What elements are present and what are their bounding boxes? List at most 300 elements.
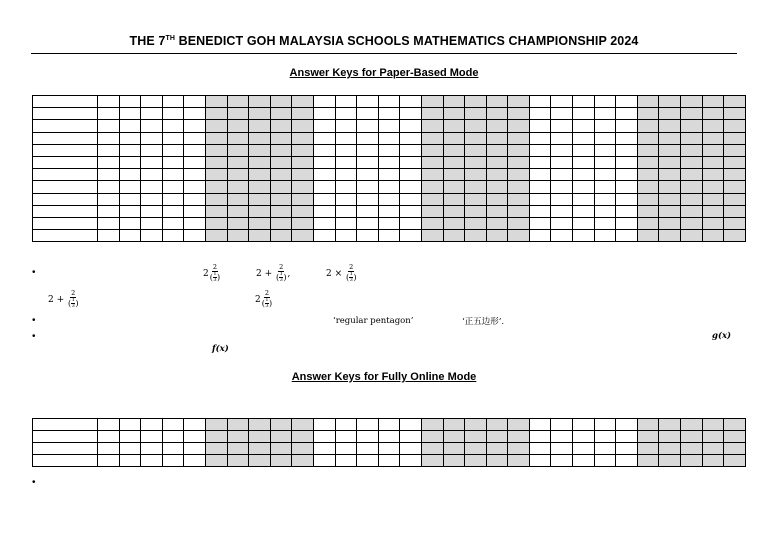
grid-cell [205,96,227,108]
grid-cell [573,96,595,108]
grid-cell [227,431,249,443]
grid-cell [616,169,638,181]
grid-cell [313,230,335,242]
grid-row-label-cell [33,443,98,455]
title-divider [31,53,737,54]
grid-cell [400,431,422,443]
grid-cell [724,230,746,242]
grid-cell [637,431,659,443]
grid-row [33,205,746,217]
grid-cell [205,169,227,181]
grid-cell [724,431,746,443]
grid-cell [400,156,422,168]
grid-cell [249,169,271,181]
grid-cell [508,132,530,144]
grid-cell [292,431,314,443]
grid-cell [205,181,227,193]
grid-row [33,144,746,156]
grid-row [33,96,746,108]
grid-cell [292,169,314,181]
grid-cell [400,108,422,120]
grid-cell [335,205,357,217]
grid-cell [313,132,335,144]
grid-cell [357,108,379,120]
grid-cell [421,205,443,217]
grid-cell [335,96,357,108]
grid-cell [335,217,357,229]
grid-cell [529,120,551,132]
grid-cell [637,156,659,168]
grid-cell [249,96,271,108]
grid-cell [162,230,184,242]
grid-cell [141,193,163,205]
grid-row [33,419,746,431]
grid-cell [616,230,638,242]
grid-cell [270,156,292,168]
grid-cell [378,181,400,193]
grid-cell [205,108,227,120]
grid-cell [573,419,595,431]
grid-cell [184,96,206,108]
grid-cell [313,431,335,443]
grid-cell [119,205,141,217]
grid-cell [98,181,120,193]
grid-cell [465,205,487,217]
grid-cell [119,230,141,242]
grid-cell [724,205,746,217]
grid-cell [551,96,573,108]
grid-cell [421,108,443,120]
grid-cell [378,419,400,431]
grid-cell [335,169,357,181]
grid-cell [551,156,573,168]
grid-cell [681,217,703,229]
grid-cell [421,431,443,443]
grid-cell [573,169,595,181]
grid-cell [119,217,141,229]
grid-cell [98,443,120,455]
grid-cell [724,443,746,455]
grid-cell [141,230,163,242]
grid-cell [486,193,508,205]
grid-cell [270,169,292,181]
grid-cell [486,205,508,217]
grid-cell [184,132,206,144]
grid-cell [400,443,422,455]
grid-cell [270,108,292,120]
grid-cell [486,156,508,168]
grid-cell [486,132,508,144]
grid-cell [486,217,508,229]
grid-cell [184,455,206,467]
grid-cell [573,181,595,193]
grid-cell [637,443,659,455]
grid-cell [205,455,227,467]
grid-cell [227,120,249,132]
grid-cell [659,230,681,242]
grid-cell [486,169,508,181]
grid-cell [681,193,703,205]
grid-cell [335,156,357,168]
grid-cell [313,144,335,156]
grid-cell [681,181,703,193]
grid-cell [421,120,443,132]
grid-cell [162,108,184,120]
grid-cell [357,169,379,181]
grid-cell [616,431,638,443]
grid-cell [681,443,703,455]
grid-cell [508,431,530,443]
grid-cell [162,156,184,168]
grid-cell [227,108,249,120]
grid-cell [249,230,271,242]
grid-cell [421,443,443,455]
heading-paper-based: Answer Keys for Paper-Based Mode [289,67,479,79]
grid-cell [357,96,379,108]
grid-cell [529,144,551,156]
grid-cell [205,431,227,443]
grid-cell [141,419,163,431]
grid-cell [227,230,249,242]
grid-cell [270,120,292,132]
grid-cell [357,205,379,217]
grid-cell [227,181,249,193]
grid-cell [421,217,443,229]
grid-cell [227,132,249,144]
grid-cell [594,181,616,193]
grid-cell [141,108,163,120]
grid-cell [249,132,271,144]
grid-cell [249,419,271,431]
g-of-x-label: g(x) [712,331,732,341]
grid-cell [378,144,400,156]
grid-cell [205,419,227,431]
grid-cell [508,419,530,431]
grid-cell [529,443,551,455]
grid-cell [637,419,659,431]
grid-cell [292,108,314,120]
grid-cell [98,144,120,156]
grid-cell [616,455,638,467]
grid-cell [421,230,443,242]
grid-cell [486,144,508,156]
grid-cell [357,443,379,455]
grid-cell [98,193,120,205]
grid-row [33,169,746,181]
grid-cell [421,181,443,193]
grid-cell [357,431,379,443]
grid-cell [270,96,292,108]
grid-row [33,193,746,205]
grid-cell [508,193,530,205]
document-title: THE 7TH BENEDICT GOH MALAYSIA SCHOOLS MATHEMATICS CHAMPIONSHIP 2024 [129,34,639,48]
grid-cell [616,156,638,168]
grid-cell [573,120,595,132]
grid-cell [378,120,400,132]
grid-cell [335,132,357,144]
grid-cell [465,455,487,467]
grid-cell [551,144,573,156]
grid-cell [702,443,724,455]
grid-cell [486,120,508,132]
grid-cell [249,217,271,229]
grid-cell [529,419,551,431]
grid-cell [681,96,703,108]
grid-cell [162,96,184,108]
grid-cell [573,193,595,205]
grid-cell [508,96,530,108]
grid-cell [421,156,443,168]
grid-cell [465,181,487,193]
grid-cell [98,230,120,242]
grid-cell [162,120,184,132]
grid-cell [313,217,335,229]
grid-cell [616,108,638,120]
grid-cell [443,120,465,132]
grid-row [33,181,746,193]
grid-cell [594,419,616,431]
grid-row [33,156,746,168]
grid-cell [573,443,595,455]
grid-cell [292,455,314,467]
grid-row-label-cell [33,181,98,193]
grid-cell [616,217,638,229]
grid-cell [421,96,443,108]
grid-cell [292,120,314,132]
grid-cell [465,419,487,431]
grid-cell [443,230,465,242]
grid-cell [573,431,595,443]
grid-cell [227,217,249,229]
grid-cell [357,230,379,242]
grid-cell [205,193,227,205]
grid-cell [465,193,487,205]
grid-cell [227,156,249,168]
grid-cell [573,132,595,144]
grid-cell [486,443,508,455]
grid-cell [357,217,379,229]
grid-cell [400,144,422,156]
grid-cell [443,193,465,205]
grid-row-label-cell [33,156,98,168]
grid-cell [659,108,681,120]
grid-cell [184,217,206,229]
grid-cell [119,144,141,156]
grid-cell [313,169,335,181]
grid-cell [443,205,465,217]
grid-cell [637,205,659,217]
grid-cell [702,230,724,242]
grid-cell [508,205,530,217]
grid-cell [400,193,422,205]
grid-cell [551,132,573,144]
note-bullet-1: • [32,267,36,278]
grid-cell [378,132,400,144]
grid-cell [270,217,292,229]
grid-row [33,108,746,120]
grid-cell [508,217,530,229]
grid-cell [227,169,249,181]
grid-cell [616,193,638,205]
grid-cell [573,455,595,467]
grid-cell [421,169,443,181]
grid-cell [529,108,551,120]
math-expression-1: 2 2 ( 1 3 ) [203,263,221,283]
grid-cell [465,144,487,156]
grid-cell [205,205,227,217]
grid-cell [573,156,595,168]
grid-cell [162,132,184,144]
grid-cell [551,193,573,205]
grid-cell [162,193,184,205]
grid-cell [529,455,551,467]
grid-cell [184,144,206,156]
grid-cell [184,443,206,455]
grid-cell [313,120,335,132]
grid-cell [357,455,379,467]
grid-cell [616,205,638,217]
grid-cell [443,455,465,467]
grid-cell [486,419,508,431]
grid-cell [724,132,746,144]
grid-cell [702,120,724,132]
grid-cell [270,431,292,443]
grid-cell [724,181,746,193]
grid-cell [637,96,659,108]
grid-cell [421,193,443,205]
grid-cell [594,108,616,120]
f-of-x-label: f(x) [212,344,229,354]
grid-cell [573,144,595,156]
grid-cell [724,193,746,205]
grid-cell [119,419,141,431]
grid-cell [141,431,163,443]
grid-cell [141,120,163,132]
grid-cell [551,443,573,455]
grid-cell [141,96,163,108]
grid-cell [378,96,400,108]
grid-cell [681,455,703,467]
grid-row [33,132,746,144]
grid-cell [637,132,659,144]
grid-cell [681,108,703,120]
grid-cell [313,181,335,193]
grid-cell [443,217,465,229]
grid-cell [529,156,551,168]
grid-cell [141,144,163,156]
grid-cell [270,181,292,193]
grid-cell [421,455,443,467]
grid-cell [637,144,659,156]
grid-cell [443,132,465,144]
grid-cell [465,96,487,108]
grid-cell [98,455,120,467]
grid-row-label-cell [33,144,98,156]
grid-cell [724,108,746,120]
grid-cell [681,230,703,242]
grid-cell [594,96,616,108]
grid-cell [443,156,465,168]
grid-cell [400,120,422,132]
fully-online-answer-grid [32,418,746,467]
grid-cell [702,144,724,156]
grid-cell [141,217,163,229]
grid-row-label-cell [33,193,98,205]
grid-row [33,120,746,132]
grid-cell [551,108,573,120]
grid-cell [637,455,659,467]
note-bullet-3: • [32,331,36,342]
grid-cell [98,217,120,229]
grid-cell [205,443,227,455]
grid-cell [573,205,595,217]
grid-cell [594,169,616,181]
grid-cell [508,108,530,120]
grid-cell [508,443,530,455]
grid-cell [529,431,551,443]
grid-cell [205,144,227,156]
grid-cell [637,217,659,229]
grid-cell [681,144,703,156]
grid-cell [594,132,616,144]
grid-cell [119,132,141,144]
grid-cell [249,443,271,455]
grid-cell [119,431,141,443]
grid-cell [443,181,465,193]
grid-cell [205,132,227,144]
grid-cell [724,419,746,431]
grid-cell [378,205,400,217]
grid-cell [184,108,206,120]
grid-cell [184,431,206,443]
grid-cell [573,217,595,229]
grid-row [33,455,746,467]
grid-cell [400,419,422,431]
grid-cell [681,169,703,181]
grid-cell [637,230,659,242]
grid-cell [335,193,357,205]
grid-cell [637,108,659,120]
grid-cell [357,120,379,132]
grid-cell [508,230,530,242]
grid-cell [292,217,314,229]
grid-cell [205,217,227,229]
grid-cell [616,96,638,108]
grid-cell [508,181,530,193]
grid-cell [443,96,465,108]
grid-row-label-cell [33,230,98,242]
grid-cell [205,230,227,242]
grid-cell [292,193,314,205]
grid-cell [335,443,357,455]
grid-cell [227,455,249,467]
grid-cell [378,169,400,181]
grid-row-label-cell [33,431,98,443]
note-bullet-4: • [32,477,36,488]
grid-cell [529,96,551,108]
grid-cell [335,120,357,132]
grid-cell [141,205,163,217]
grid-cell [421,132,443,144]
grid-cell [141,455,163,467]
grid-cell [724,96,746,108]
grid-cell [443,419,465,431]
grid-row [33,431,746,443]
grid-cell [184,193,206,205]
grid-cell [551,217,573,229]
grid-row-label-cell [33,132,98,144]
grid-cell [594,120,616,132]
